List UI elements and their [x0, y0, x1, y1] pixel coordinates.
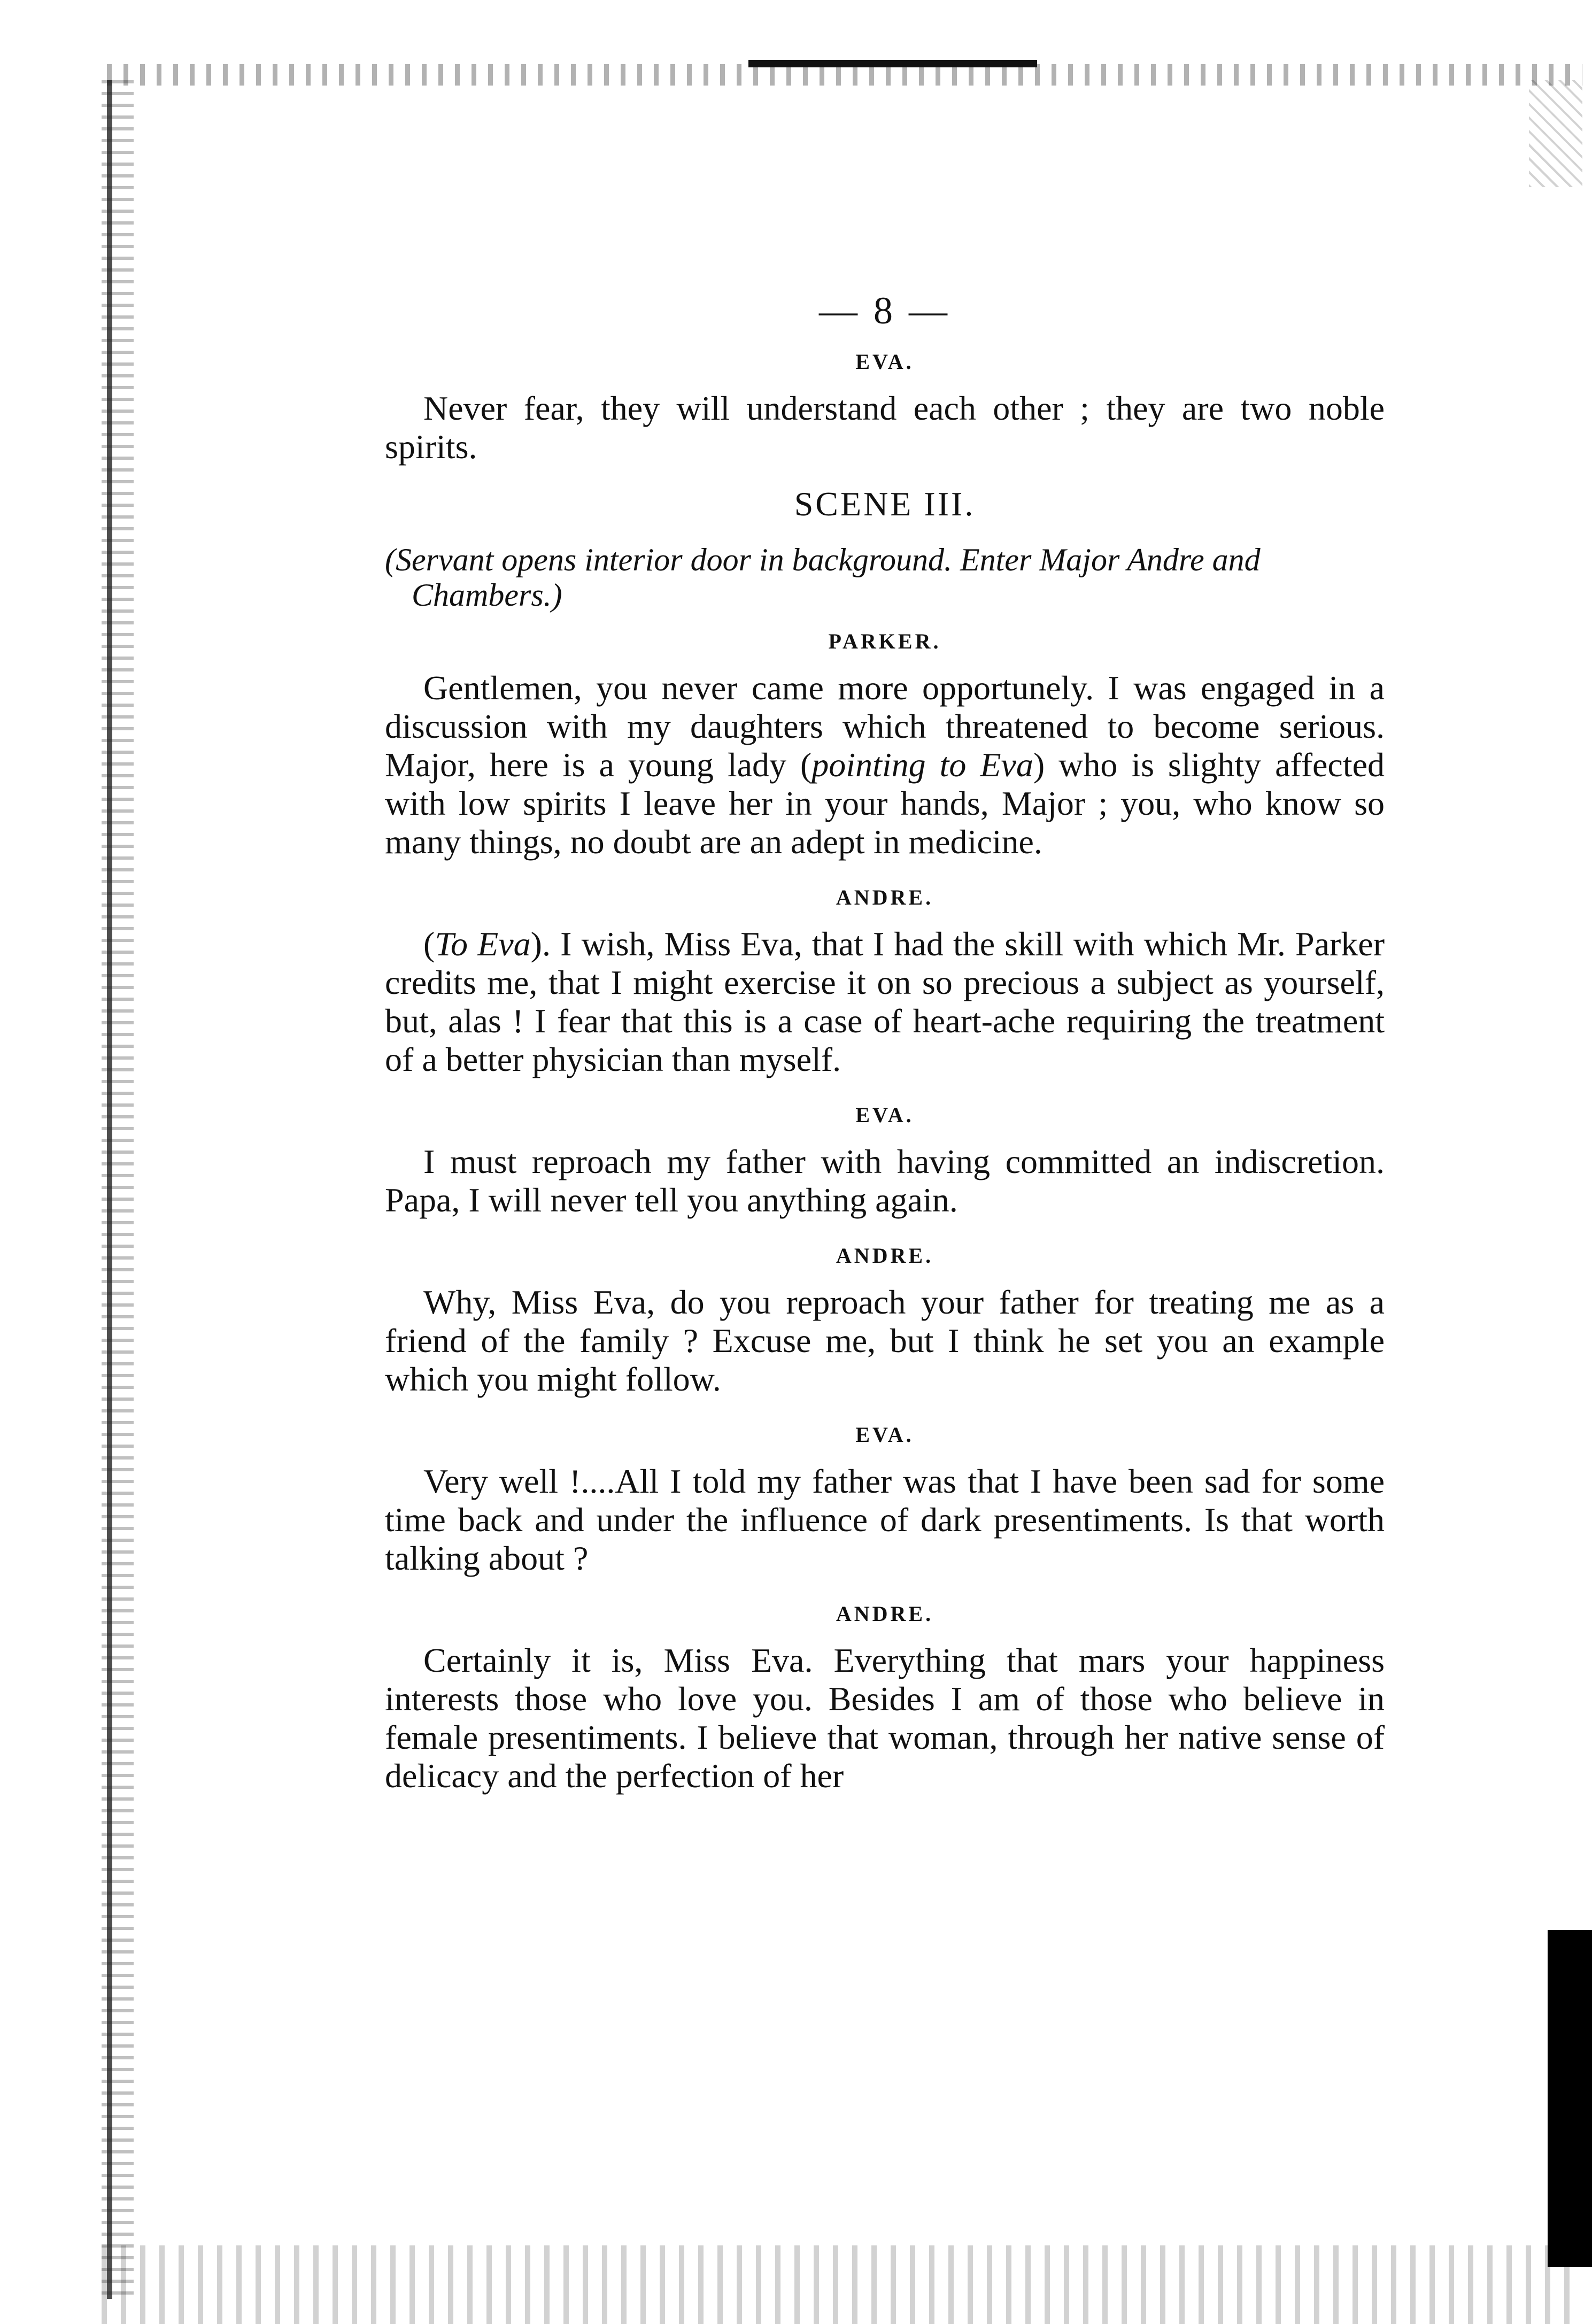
- speaker-name: EVA.: [855, 1103, 914, 1127]
- dialogue-paragraph: [385, 1462, 1385, 1578]
- scan-artifact-left-line: [107, 80, 112, 2299]
- dialogue-text: (: [423, 925, 435, 963]
- book-page: [385, 289, 1385, 1819]
- scan-artifact-top: [107, 64, 1582, 86]
- speaker-name: PARKER.: [828, 629, 941, 653]
- dialogue-paragraph: [385, 389, 1385, 466]
- scan-artifact-right-bar: [1548, 1930, 1592, 2267]
- inline-stage-direction: pointing to Eva: [812, 746, 1033, 784]
- dialogue-text: Never fear, they will understand each other ; they are two noble spirits.: [385, 389, 1385, 466]
- dialogue-paragraph: [385, 925, 1385, 1079]
- speaker-name: EVA.: [855, 350, 914, 374]
- page-number: — 8 —: [819, 289, 950, 332]
- dialogue-text: I must reproach my father with having committed an indiscretion. Papa, I will never tell you anything again.: [385, 1142, 1385, 1219]
- dialogue-text: ) who is slighty affected with low spirits I leave her in your hands, Major ; you, who know so many things, no doubt are an adept in medicine.: [385, 746, 1385, 861]
- scan-artifact-right-noise: [1529, 80, 1582, 187]
- dialogue-text: Very well !....All I told my father was that I have been sad for some time back and under the influence of dark presentiments. Is that worth talking about ?: [385, 1462, 1385, 1577]
- dialogue-paragraph: [385, 1142, 1385, 1219]
- dialogue-text: Certainly it is, Miss Eva. Everything that mars your happiness interests those who love you. Besides I am of those who believe in female presentiments. I believe that woman, through her native sense of delicacy and the perfection of her: [385, 1641, 1385, 1795]
- dialogue-paragraph: [385, 1283, 1385, 1399]
- stage-direction: (Servant opens interior door in background. Enter Major Andre and Chambers.): [385, 542, 1261, 613]
- speaker-name: ANDRE.: [836, 1602, 934, 1626]
- scene-heading: SCENE III.: [794, 485, 976, 523]
- dialogue-text: ). I wish, Miss Eva, that I had the skill with which Mr. Parker credits me, that I might exercise it on so precious a subject as yourself, but, alas ! I fear that this is a case of heart-ache requiring the treatment of a better physician than myself.: [385, 925, 1385, 1078]
- scan-artifact-left: [102, 80, 134, 2299]
- scan-artifact-bottom: [102, 2245, 1582, 2324]
- speaker-name: EVA.: [855, 1423, 914, 1447]
- speaker-name: ANDRE.: [836, 885, 934, 909]
- dialogue-text: Gentlemen, you never came more opportunely. I was engaged in a discussion with my daughters which threatened to become serious. Major, here is a young lady (: [385, 669, 1385, 784]
- dialogue-text: Why, Miss Eva, do you reproach your father for treating me as a friend of the family ? Excuse me, but I think he set you an example which you might follow.: [385, 1283, 1385, 1398]
- page-content: [385, 349, 1385, 1795]
- scan-artifact-top-bar: [748, 60, 1037, 67]
- inline-stage-direction: To Eva: [435, 925, 531, 963]
- dialogue-paragraph: [385, 669, 1385, 861]
- speaker-name: ANDRE.: [836, 1244, 934, 1268]
- dialogue-paragraph: [385, 1641, 1385, 1795]
